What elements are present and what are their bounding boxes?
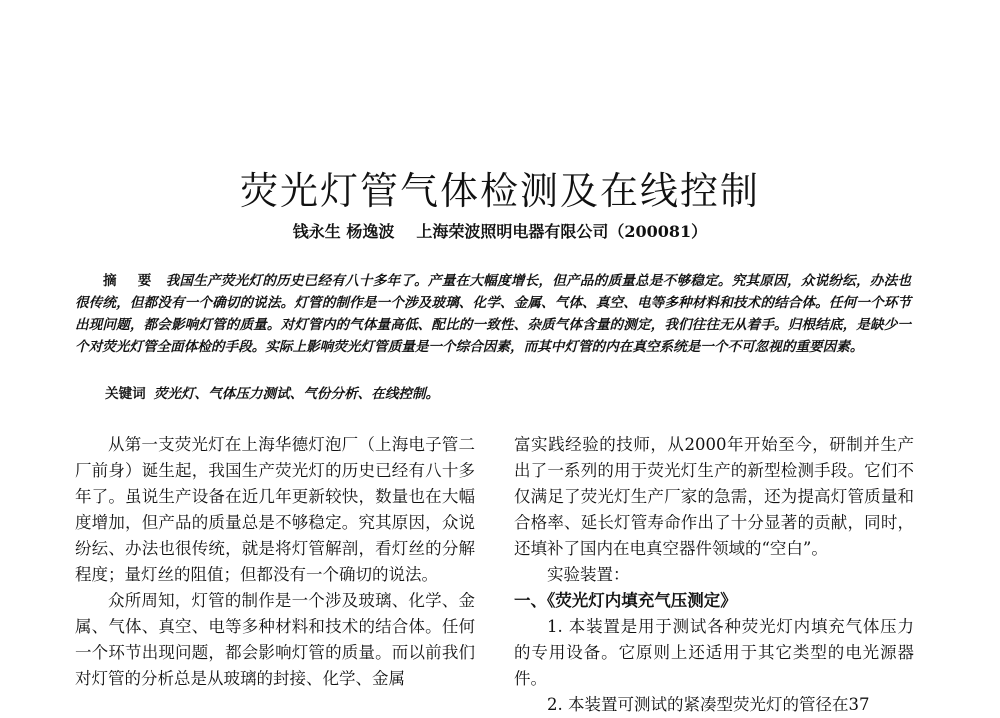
body-paragraph: 从第一支荧光灯在上海华德灯泡厂（上海电子管二厂前身）诞生起，我国生产荧光灯的历史已经有八十多年了。虽说生产设备在近几年更新较快，数量也在大幅度增加，但产品的质量总是不够稳定。究其原因，众说纷纭、办法也很传统，就是将灯管解剖，看灯丝的分解程度；量灯丝的阻值；但都没有一个确切的说法。: [75, 435, 475, 584]
body-column-left: [75, 432, 475, 692]
section-label: 实验装置：: [547, 565, 630, 584]
keywords-text: 荧光灯、气体压力测试、气份分析、在线控制。: [153, 386, 440, 402]
keywords-label: 关键词: [105, 386, 146, 402]
author-affiliation: 上海荣波照明电器有限公司（200081）: [416, 222, 708, 241]
keywords: [105, 383, 905, 405]
body-paragraph: 1. 本装置是用于测试各种荧光灯内填充气体压力的专用设备。它原则上还适用于其它类型的电光源器件。: [514, 617, 914, 688]
section-heading: 一、《荧光灯内填充气压测定》: [514, 591, 737, 610]
abstract-text: 我国生产荧光灯的历史已经有八十多年了。产量在大幅度增长，但产品的质量总是不够稳定。究其原因，众说纷纭，办法也很传统，但都没有一个确切的说法。灯管的制作是一个涉及玻璃、化学、金属、气体、真空、电等多种材料和技术的结合体。任何一个环节出现问题，都会影响灯管的质量。对灯管内的气体量高低、配比的一致性、杂质气体含量的测定，我们往往无从着手。归根结底，是缺少一个对荧光灯管全面体检的手段。实际上影响荧光灯管质量是一个综合因素，而其中灯管的内在真空系统是一个不可忽视的重要因素。: [75, 273, 912, 355]
body-paragraph: 众所周知，灯管的制作是一个涉及玻璃、化学、金属、气体、真空、电等多种材料和技术的结合体。任何一个环节出现问题，都会影响灯管的质量。而以前我们对灯管的分析总是从玻璃的封接、化学、金属: [75, 591, 475, 688]
body-paragraph: 富实践经验的技师，从2000年开始至今，研制并生产出了一系列的用于荧光灯生产的新型检测手段。它们不仅满足了荧光灯生产厂家的急需，还为提高灯管质量和合格率、延长灯管寿命作出了十分显著的贡献，同时，还填补了国内在电真空器件领域的“空白”。: [514, 435, 914, 558]
author-names: 钱永生 杨逸波: [292, 222, 395, 241]
abstract: [75, 270, 911, 358]
abstract-label: 摘 要: [103, 273, 160, 289]
paper-title: 荧光灯管气体检测及在线控制: [239, 169, 760, 213]
author-line: [0, 219, 1000, 242]
body-paragraph: 2. 本装置可测试的紧凑型荧光灯的管径在37: [547, 695, 870, 714]
body-column-right: [514, 432, 914, 718]
